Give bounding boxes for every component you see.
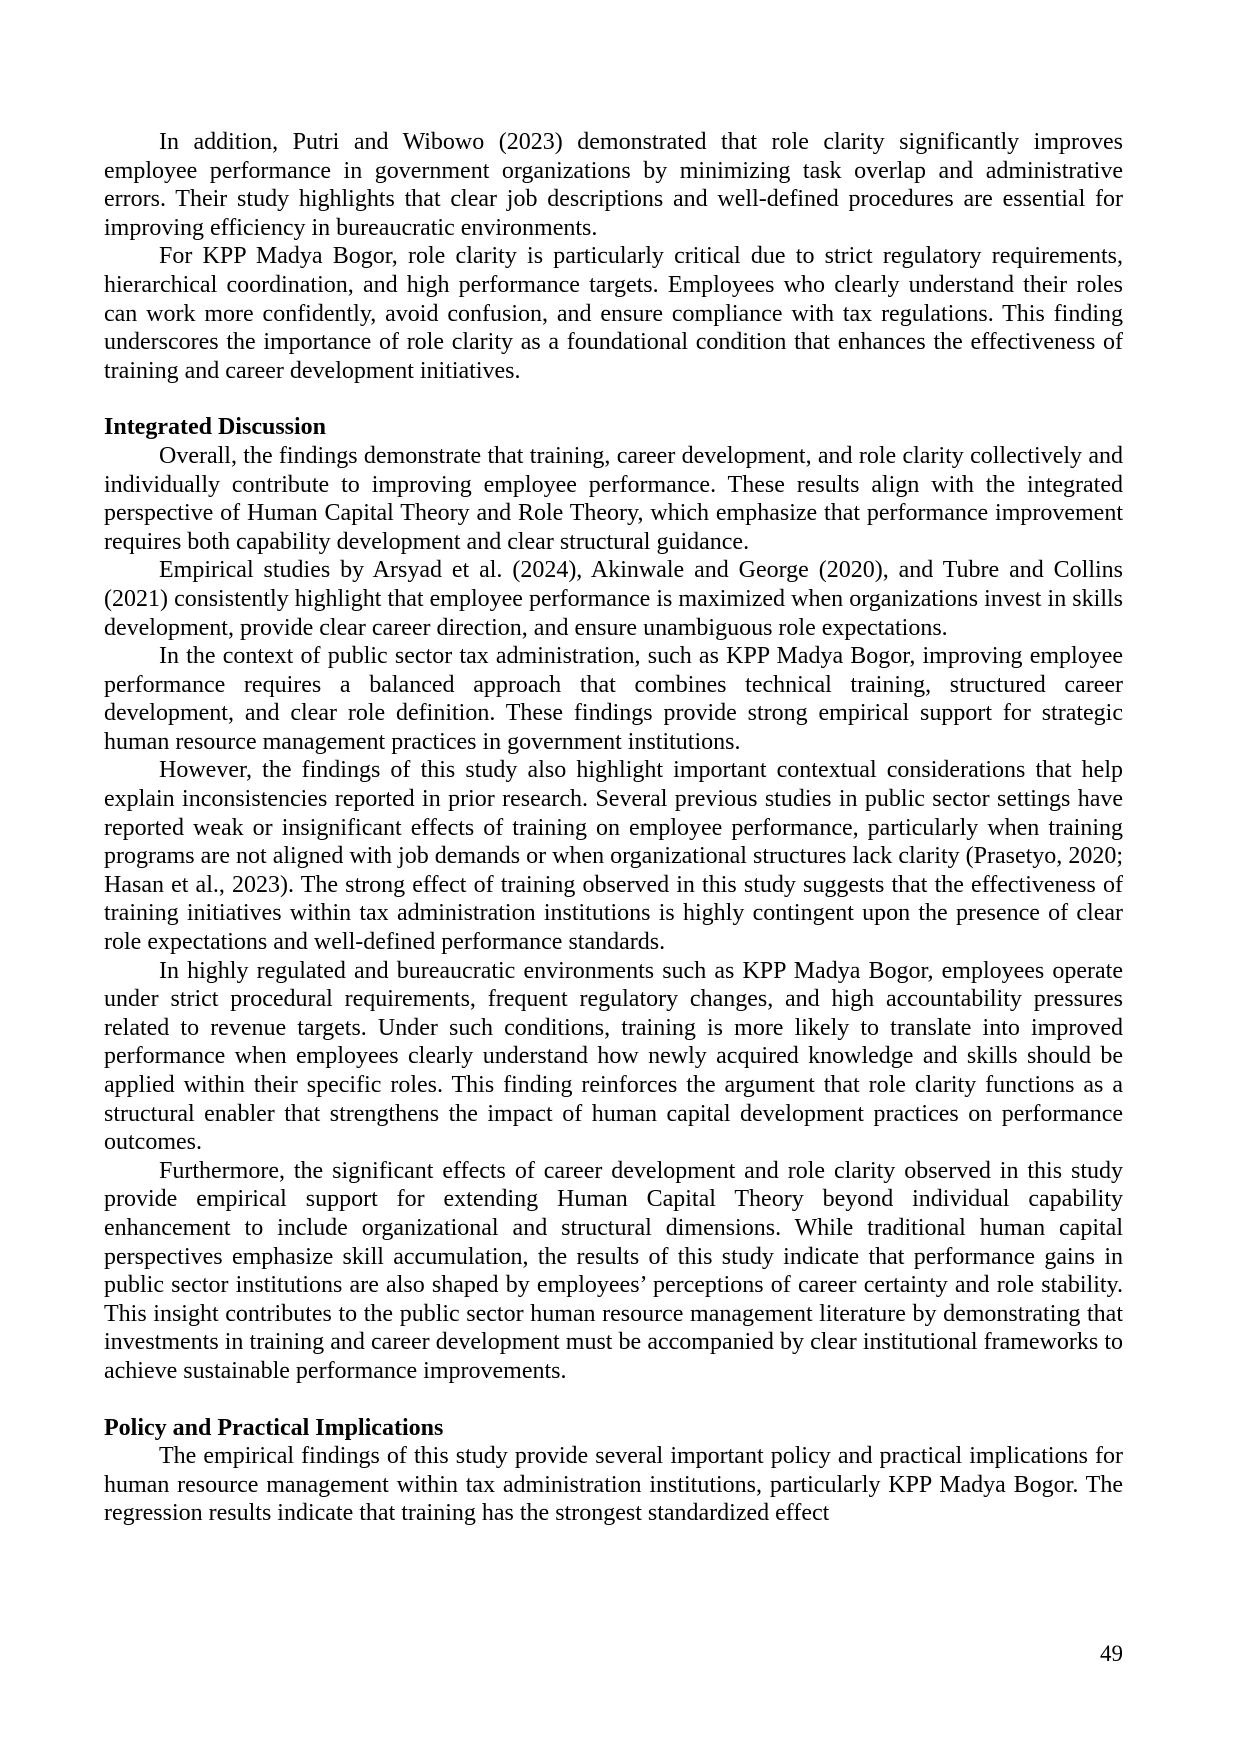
paragraph-kpp-role-clarity: For KPP Madya Bogor, role clarity is particularly critical due to strict regulatory requirements, hierarchical coordination, and high performance targets. Employees who clearly understand their roles can work more confidently, avoid confusion, and ensure compliance with tax regulations. This finding underscores the importance of role clarity as a foundational condition that enhances the effectiveness of training and career development initiatives. [104, 243, 1123, 384]
paragraph-regulated-environments: In highly regulated and bureaucratic environments such as KPP Madya Bogor, employees operate under strict procedural requirements, frequent regulatory changes, and high accountability pressures related to revenue targets. Under such conditions, training is more likely to translate into improved performance when employees clearly understand how newly acquired knowledge and skills should be applied within their specific roles. This finding reinforces the argument that role clarity functions as a structural enabler that strengthens the impact of human capital development practices on performance outcomes. [104, 957, 1123, 1156]
paragraph-policy-implications: The empirical findings of this study provide several important policy and practical implications for human resource management within tax administration institutions, particularly KPP Madya Bogor. The regression results indicate that training has the strongest standardized effect [104, 1443, 1123, 1527]
paragraph-empirical-studies: Empirical studies by Arsyad et al. (2024), Akinwale and George (2020), and Tubre and Collins (2021) consistently highlight that employee performance is maximized when organizations invest in skills development, provide clear career direction, and ensure unambiguous role expectations. [104, 557, 1123, 641]
paragraph-overall-findings: Overall, the findings demonstrate that training, career development, and role clarity collectively and individually contribute to improving employee performance. These results align with the integrated perspective of Human Capital Theory and Role Theory, which emphasize that performance improvement requires both capability development and clear structural guidance. [104, 442, 1123, 555]
paragraph-public-sector-context: In the context of public sector tax administration, such as KPP Madya Bogor, improving employee performance requires a balanced approach that combines technical training, structured career development, and clear role definition. These findings provide strong empirical support for strategic human resource management practices in government institutions. [104, 643, 1123, 755]
heading-integrated-discussion: Integrated Discussion [104, 414, 327, 441]
paragraph-role-clarity-putri-wibowo: In addition, Putri and Wibowo (2023) demonstrated that role clarity significantly improves employee performance in government organizations by minimizing task overlap and administrative errors. Their study highlights that clear job descriptions and well-defined procedures are essential for improving efficiency in bureaucratic environments. [104, 129, 1123, 241]
page-body [104, 128, 1123, 1528]
paragraph-contextual-considerations: However, the findings of this study also highlight important contextual considerations that help explain inconsistencies reported in prior research. Several previous studies in public sector settings have reported weak or insignificant effects of training on employee performance, particularly when training programs are not aligned with job demands or when organizational structures lack clarity (Prasetyo, 2020; Hasan et al., 2023). The strong effect of training observed in this study suggests that the effectiveness of training initiatives within tax administration institutions is highly contingent upon the presence of clear role expectations and well-defined performance standards. [104, 757, 1123, 956]
paragraph-human-capital-extension: Furthermore, the significant effects of career development and role clarity observed in this study provide empirical support for extending Human Capital Theory beyond individual capability enhancement to include organizational and structural dimensions. While traditional human capital perspectives emphasize skill accumulation, the results of this study indicate that performance gains in public sector institutions are also shaped by employees’ perceptions of career certainty and role stability. This insight contributes to the public sector human resource management literature by demonstrating that investments in training and career development must be accompanied by clear institutional frameworks to achieve sustainable performance improvements. [104, 1157, 1123, 1384]
heading-policy-practical-implications: Policy and Practical Implications [104, 1414, 444, 1441]
page-number: 49 [1100, 1641, 1123, 1666]
